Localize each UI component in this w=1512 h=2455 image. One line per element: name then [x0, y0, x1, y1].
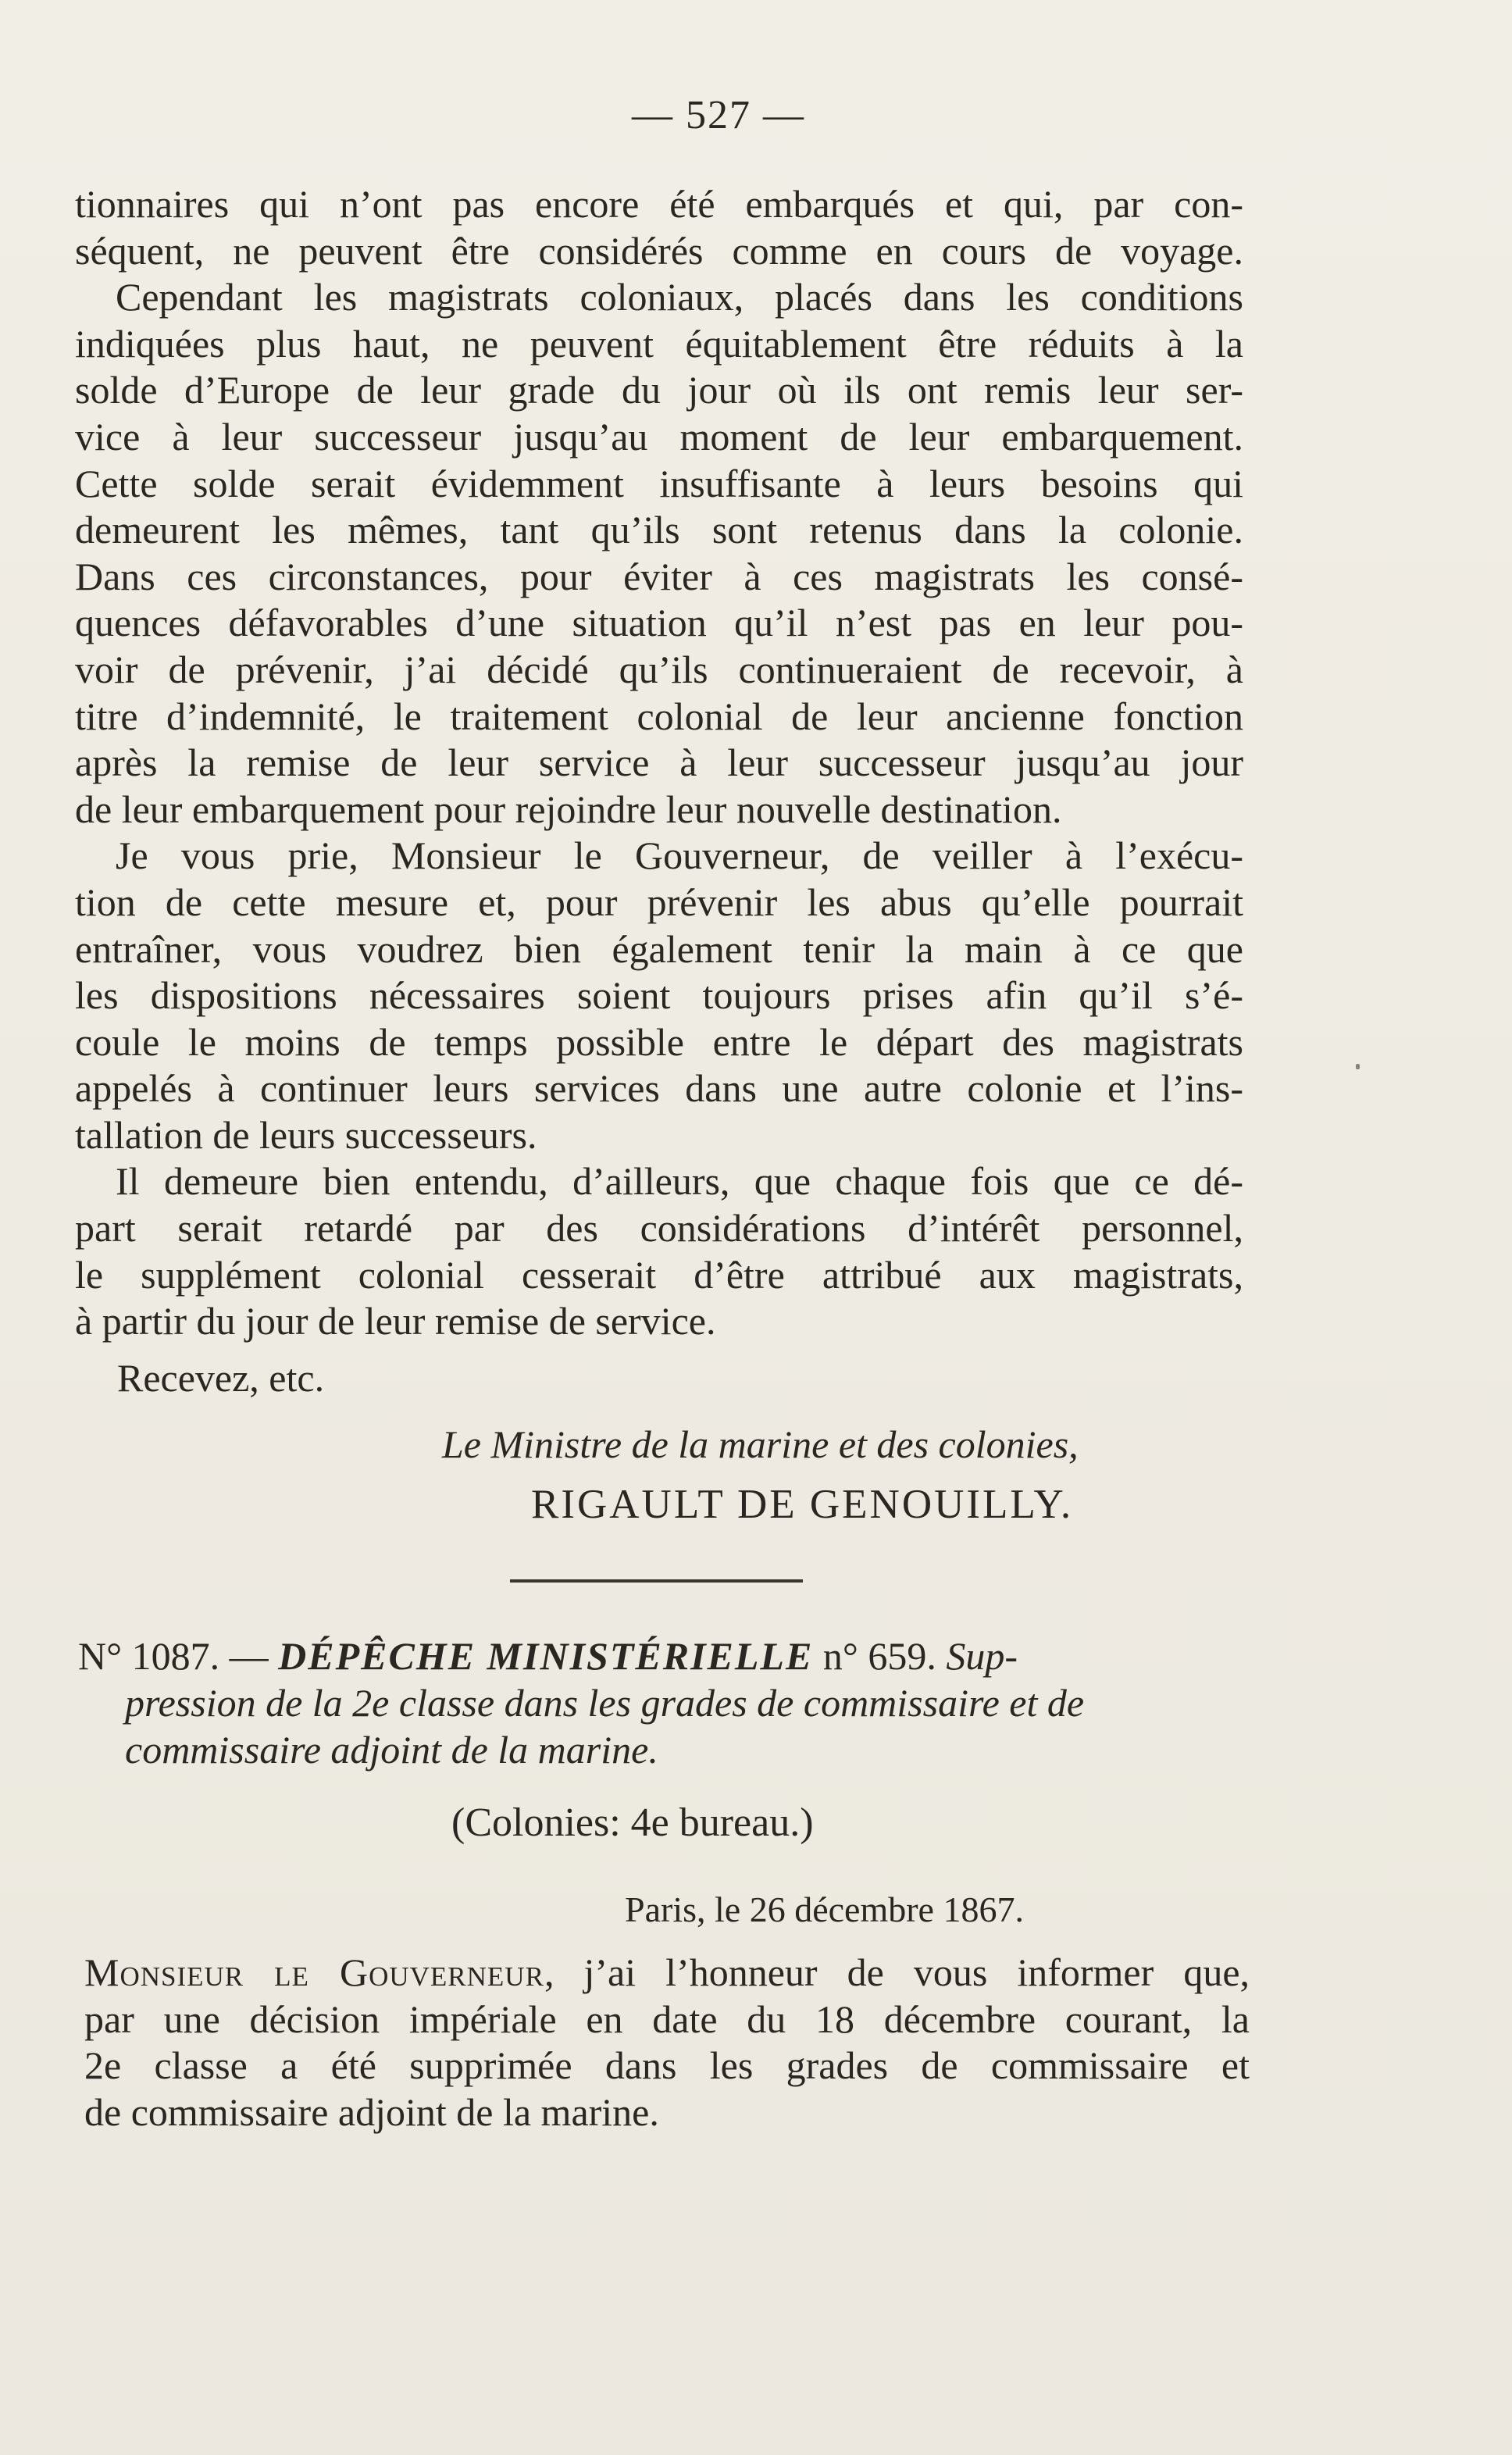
text-line: le supplément colonial cesserait d’être attribué aux magistrats, [75, 1252, 1243, 1297]
letter-first-line [84, 1950, 1250, 1996]
text-line: voir de prévenir, j’ai décidé qu’ils continueraient de recevoir, à [75, 647, 1243, 691]
text-line: vice à leur successeur jusqu’au moment de leur embarquement. [75, 414, 1243, 459]
text-line: tallation de leurs successeurs. [75, 1112, 537, 1157]
text-line: Cependant les magistrats coloniaux, placés dans les conditions [116, 275, 1243, 319]
text-line: après la remise de leur service à leur successeur jusqu’au jour [75, 740, 1243, 785]
section-divider [510, 1579, 803, 1583]
heading-first-line [78, 1633, 1250, 1679]
text-line: séquent, ne peuvent être considérés comme en cours de voyage. [75, 228, 1243, 273]
text-line: demeurent les mêmes, tant qu’ils sont retenus dans la colonie. [75, 508, 1243, 552]
text-line: Cette solde serait évidemment insuffisante à leurs besoins qui [75, 461, 1243, 505]
salutation: Monsieur le Gouverneur [84, 1950, 544, 1994]
text-line: Je vous prie, Monsieur le Gouverneur, de veiller à l’exécu- [116, 833, 1243, 878]
page-number: — 527 — [632, 93, 805, 137]
ink-speck [1356, 1064, 1360, 1069]
text-line: Dans ces circonstances, pour éviter à ces magistrats les consé- [75, 554, 1243, 598]
dateline: Paris, le 26 décembre 1867. [625, 1889, 1024, 1929]
text-line: de leur embarquement pour rejoindre leur nouvelle destination. [75, 787, 1062, 831]
document-reference: n° 659. [822, 1634, 936, 1678]
body-text [75, 181, 1243, 1345]
text-line: quences défavorables d’une situation qu’il n’est pas en leur pou- [75, 601, 1243, 645]
document-number: N° 1087. — [78, 1634, 269, 1678]
text-line: à partir du jour de leur remise de service. [75, 1299, 716, 1343]
text-line: titre d’indemnité, le traitement colonial de leur ancienne fonction [75, 694, 1243, 738]
letter-first-line-rest: , j’ai l’honneur de vous informer que, [544, 1950, 1250, 1994]
document-subject-line: commissaire adjoint de la marine. [125, 1728, 658, 1772]
text-line: part serait retardé par des considérations d’intérêt personnel, [75, 1206, 1243, 1251]
text-line: indiquées plus haut, ne peuvent équitablement être réduits à la [75, 321, 1243, 366]
signature-title: Le Ministre de la marine et des colonies, [442, 1422, 1079, 1466]
letter-body [84, 1950, 1250, 2136]
text-line: Il demeure bien entendu, d’ailleurs, que chaque fois que ce dé- [116, 1159, 1243, 1204]
text-line: tionnaires qui n’ont pas encore été embarqués et qui, par con- [75, 182, 1243, 226]
text-line: de commissaire adjoint de la marine. [84, 2089, 659, 2134]
bureau-note: (Colonies: 4e bureau.) [451, 1800, 814, 1845]
document-subject-start: Sup- [946, 1634, 1018, 1678]
text-line: les dispositions nécessaires soient toujours prises afin qu’il s’é- [75, 973, 1243, 1018]
closing-formula: Recevez, etc. [117, 1356, 325, 1400]
text-line: solde d’Europe de leur grade du jour où ils ont remis leur ser- [75, 368, 1243, 412]
document-subject-line: pression de la 2e classe dans les grades de commissaire et de [125, 1681, 1085, 1725]
document-title: DÉPÊCHE MINISTÉRIELLE [278, 1634, 814, 1678]
document-heading [78, 1633, 1250, 1773]
text-line: par une décision impériale en date du 18 décembre courant, la [84, 1996, 1250, 2041]
text-line: 2e classe a été supprimée dans les grades de commissaire et [84, 2043, 1250, 2088]
text-line: appelés à continuer leurs services dans une autre colonie et l’ins- [75, 1066, 1243, 1111]
text-line: coule le moins de temps possible entre le départ des magistrats [75, 1019, 1243, 1064]
text-line: tion de cette mesure et, pour prévenir les abus qu’elle pourrait [75, 880, 1243, 924]
text-line: entraîner, vous voudrez bien également tenir la main à ce que [75, 926, 1243, 971]
signature-name: RIGAULT DE GENOUILLY. [531, 1482, 1074, 1527]
